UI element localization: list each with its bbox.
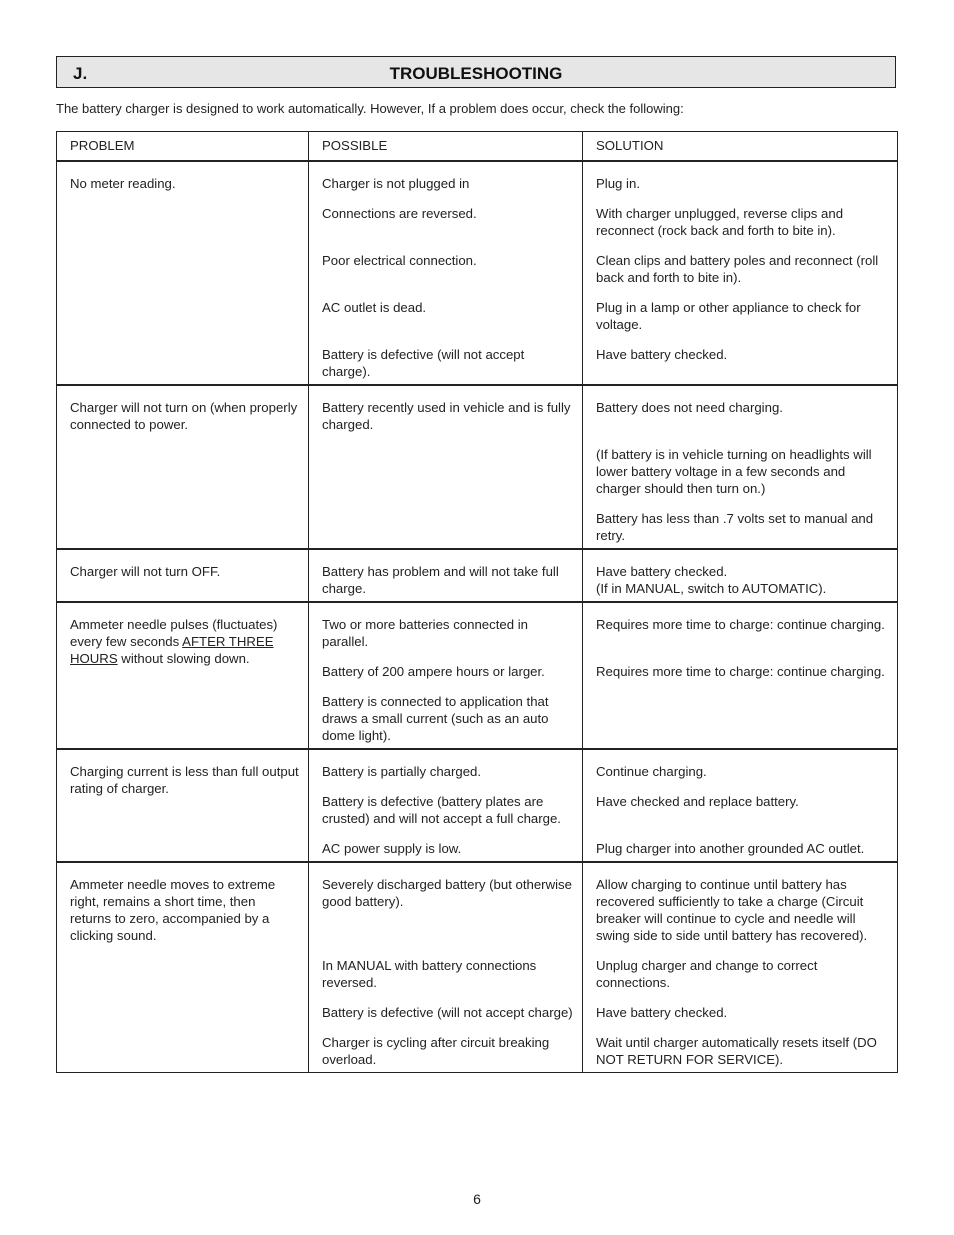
table-row	[57, 549, 898, 602]
solution-text: Continue charging.	[596, 764, 707, 779]
solution-text	[596, 693, 889, 744]
possible-cause: Connections are reversed.	[322, 206, 477, 221]
possible-cause: Battery is connected to application that draws a small current (such as an auto dome light).	[322, 694, 549, 743]
solution-text: Wait until charger automatically resets itself (DO NOT RETURN FOR SERVICE).	[596, 1035, 877, 1067]
possible-cause	[322, 446, 574, 497]
solution-text: Have checked and replace battery.	[596, 794, 799, 809]
solution-text: Plug charger into another grounded AC outlet.	[596, 841, 865, 856]
solution-text: (If battery is in vehicle turning on headlights will lower battery voltage in a few seconds and charger should then turn on.)	[596, 447, 872, 496]
possible-cause: Battery of 200 ampere hours or larger.	[322, 664, 545, 679]
possible-cause: AC outlet is dead.	[322, 300, 427, 315]
possible-cause: Poor electrical connection.	[322, 253, 477, 268]
solution-cell	[583, 602, 898, 749]
possible-cause: Severely discharged battery (but otherwise good battery).	[322, 877, 572, 909]
problem-text: Charging current is less than full output rating of charger.	[70, 764, 299, 796]
page-number: 6	[473, 1191, 481, 1207]
possible-cause: Battery is defective (battery plates are crusted) and will not accept a full charge.	[322, 794, 561, 826]
section-header	[56, 56, 896, 88]
possible-cause: Charger is cycling after circuit breaking overload.	[322, 1035, 550, 1067]
possible-cause-cell	[309, 549, 583, 602]
solution-text: Battery has less than .7 volts set to manual and retry.	[596, 511, 874, 543]
solution-text: Have battery checked. (If in MANUAL, switch to AUTOMATIC).	[596, 564, 827, 596]
problem-text	[57, 603, 308, 671]
solution-text: Requires more time to charge: continue charging.	[596, 664, 885, 679]
table-row	[57, 749, 898, 862]
problem-text-part: Ammeter needle pulses (fluctuates) every few seconds	[70, 617, 278, 649]
section-title: TROUBLESHOOTING	[389, 64, 563, 83]
solution-cell	[583, 549, 898, 602]
problem-emphasis: AFTER THREE HOURS	[70, 634, 274, 666]
problem-cell	[57, 602, 309, 749]
problem-cell	[57, 862, 309, 1073]
solution-cell	[583, 862, 898, 1073]
possible-cause: Charger is not plugged in	[322, 176, 470, 191]
table-body	[57, 161, 898, 1073]
solution-text: Plug in.	[596, 176, 640, 191]
solution-text: Have battery checked.	[596, 1005, 728, 1020]
table-row	[57, 602, 898, 749]
solution-text: Allow charging to continue until battery has recovered sufficiently to take a charge (Circuit breaker will continue to cycle and needle will swing side to side until battery has recovered).	[596, 877, 868, 943]
possible-cause-cell	[309, 862, 583, 1073]
solution-cell	[583, 749, 898, 862]
possible-cause: Battery has problem and will not take full charge.	[322, 564, 559, 596]
solution-text: Requires more time to charge: continue charging.	[596, 617, 885, 632]
problem-cell	[57, 385, 309, 549]
solution-cell	[583, 385, 898, 549]
solution-text: Battery does not need charging.	[596, 400, 783, 415]
problem-text: Charger will not turn on (when properly connected to power.	[70, 400, 298, 432]
problem-text: No meter reading.	[70, 176, 176, 191]
problem-text-part: without slowing down.	[117, 651, 250, 666]
possible-cause-cell	[309, 749, 583, 862]
possible-cause: Battery is defective (will not accept charge).	[322, 347, 525, 379]
section-letter: J.	[73, 64, 88, 83]
possible-cause: Two or more batteries connected in parallel.	[322, 617, 528, 649]
possible-cause-cell	[309, 385, 583, 549]
problem-cell	[57, 549, 309, 602]
table-row	[57, 385, 898, 549]
possible-cause: Battery is partially charged.	[322, 764, 482, 779]
problem-text: Charger will not turn OFF.	[70, 564, 221, 579]
troubleshooting-table	[56, 131, 898, 1073]
problem-cell	[57, 749, 309, 862]
solution-text: With charger unplugged, reverse clips and reconnect (rock back and forth to bite in).	[596, 206, 844, 238]
header-solution: SOLUTION	[583, 132, 898, 162]
problem-cell	[57, 161, 309, 385]
intro-text: The battery charger is designed to work automatically. However, If a problem does occur, check the following:	[56, 101, 684, 116]
possible-cause: In MANUAL with battery connections reversed.	[322, 958, 537, 990]
solution-text: Clean clips and battery poles and reconnect (roll back and forth to bite in).	[596, 253, 879, 285]
possible-cause: AC power supply is low.	[322, 841, 462, 856]
header-problem: PROBLEM	[57, 132, 309, 162]
header-possible: POSSIBLE	[309, 132, 583, 162]
solution-text: Have battery checked.	[596, 347, 728, 362]
possible-cause: Battery recently used in vehicle and is fully charged.	[322, 400, 571, 432]
problem-text: Ammeter needle moves to extreme right, remains a short time, then returns to zero, accompanied by a clicking sound.	[70, 877, 276, 943]
possible-cause: Battery is defective (will not accept charge)	[322, 1005, 573, 1020]
possible-cause-cell	[309, 161, 583, 385]
possible-cause	[322, 510, 574, 544]
solution-cell	[583, 161, 898, 385]
table-row	[57, 161, 898, 385]
table-header-row	[57, 132, 898, 162]
possible-cause-cell	[309, 602, 583, 749]
table-row	[57, 862, 898, 1073]
solution-text: Plug in a lamp or other appliance to check for voltage.	[596, 300, 861, 332]
solution-text: Unplug charger and change to correct connections.	[596, 958, 818, 990]
